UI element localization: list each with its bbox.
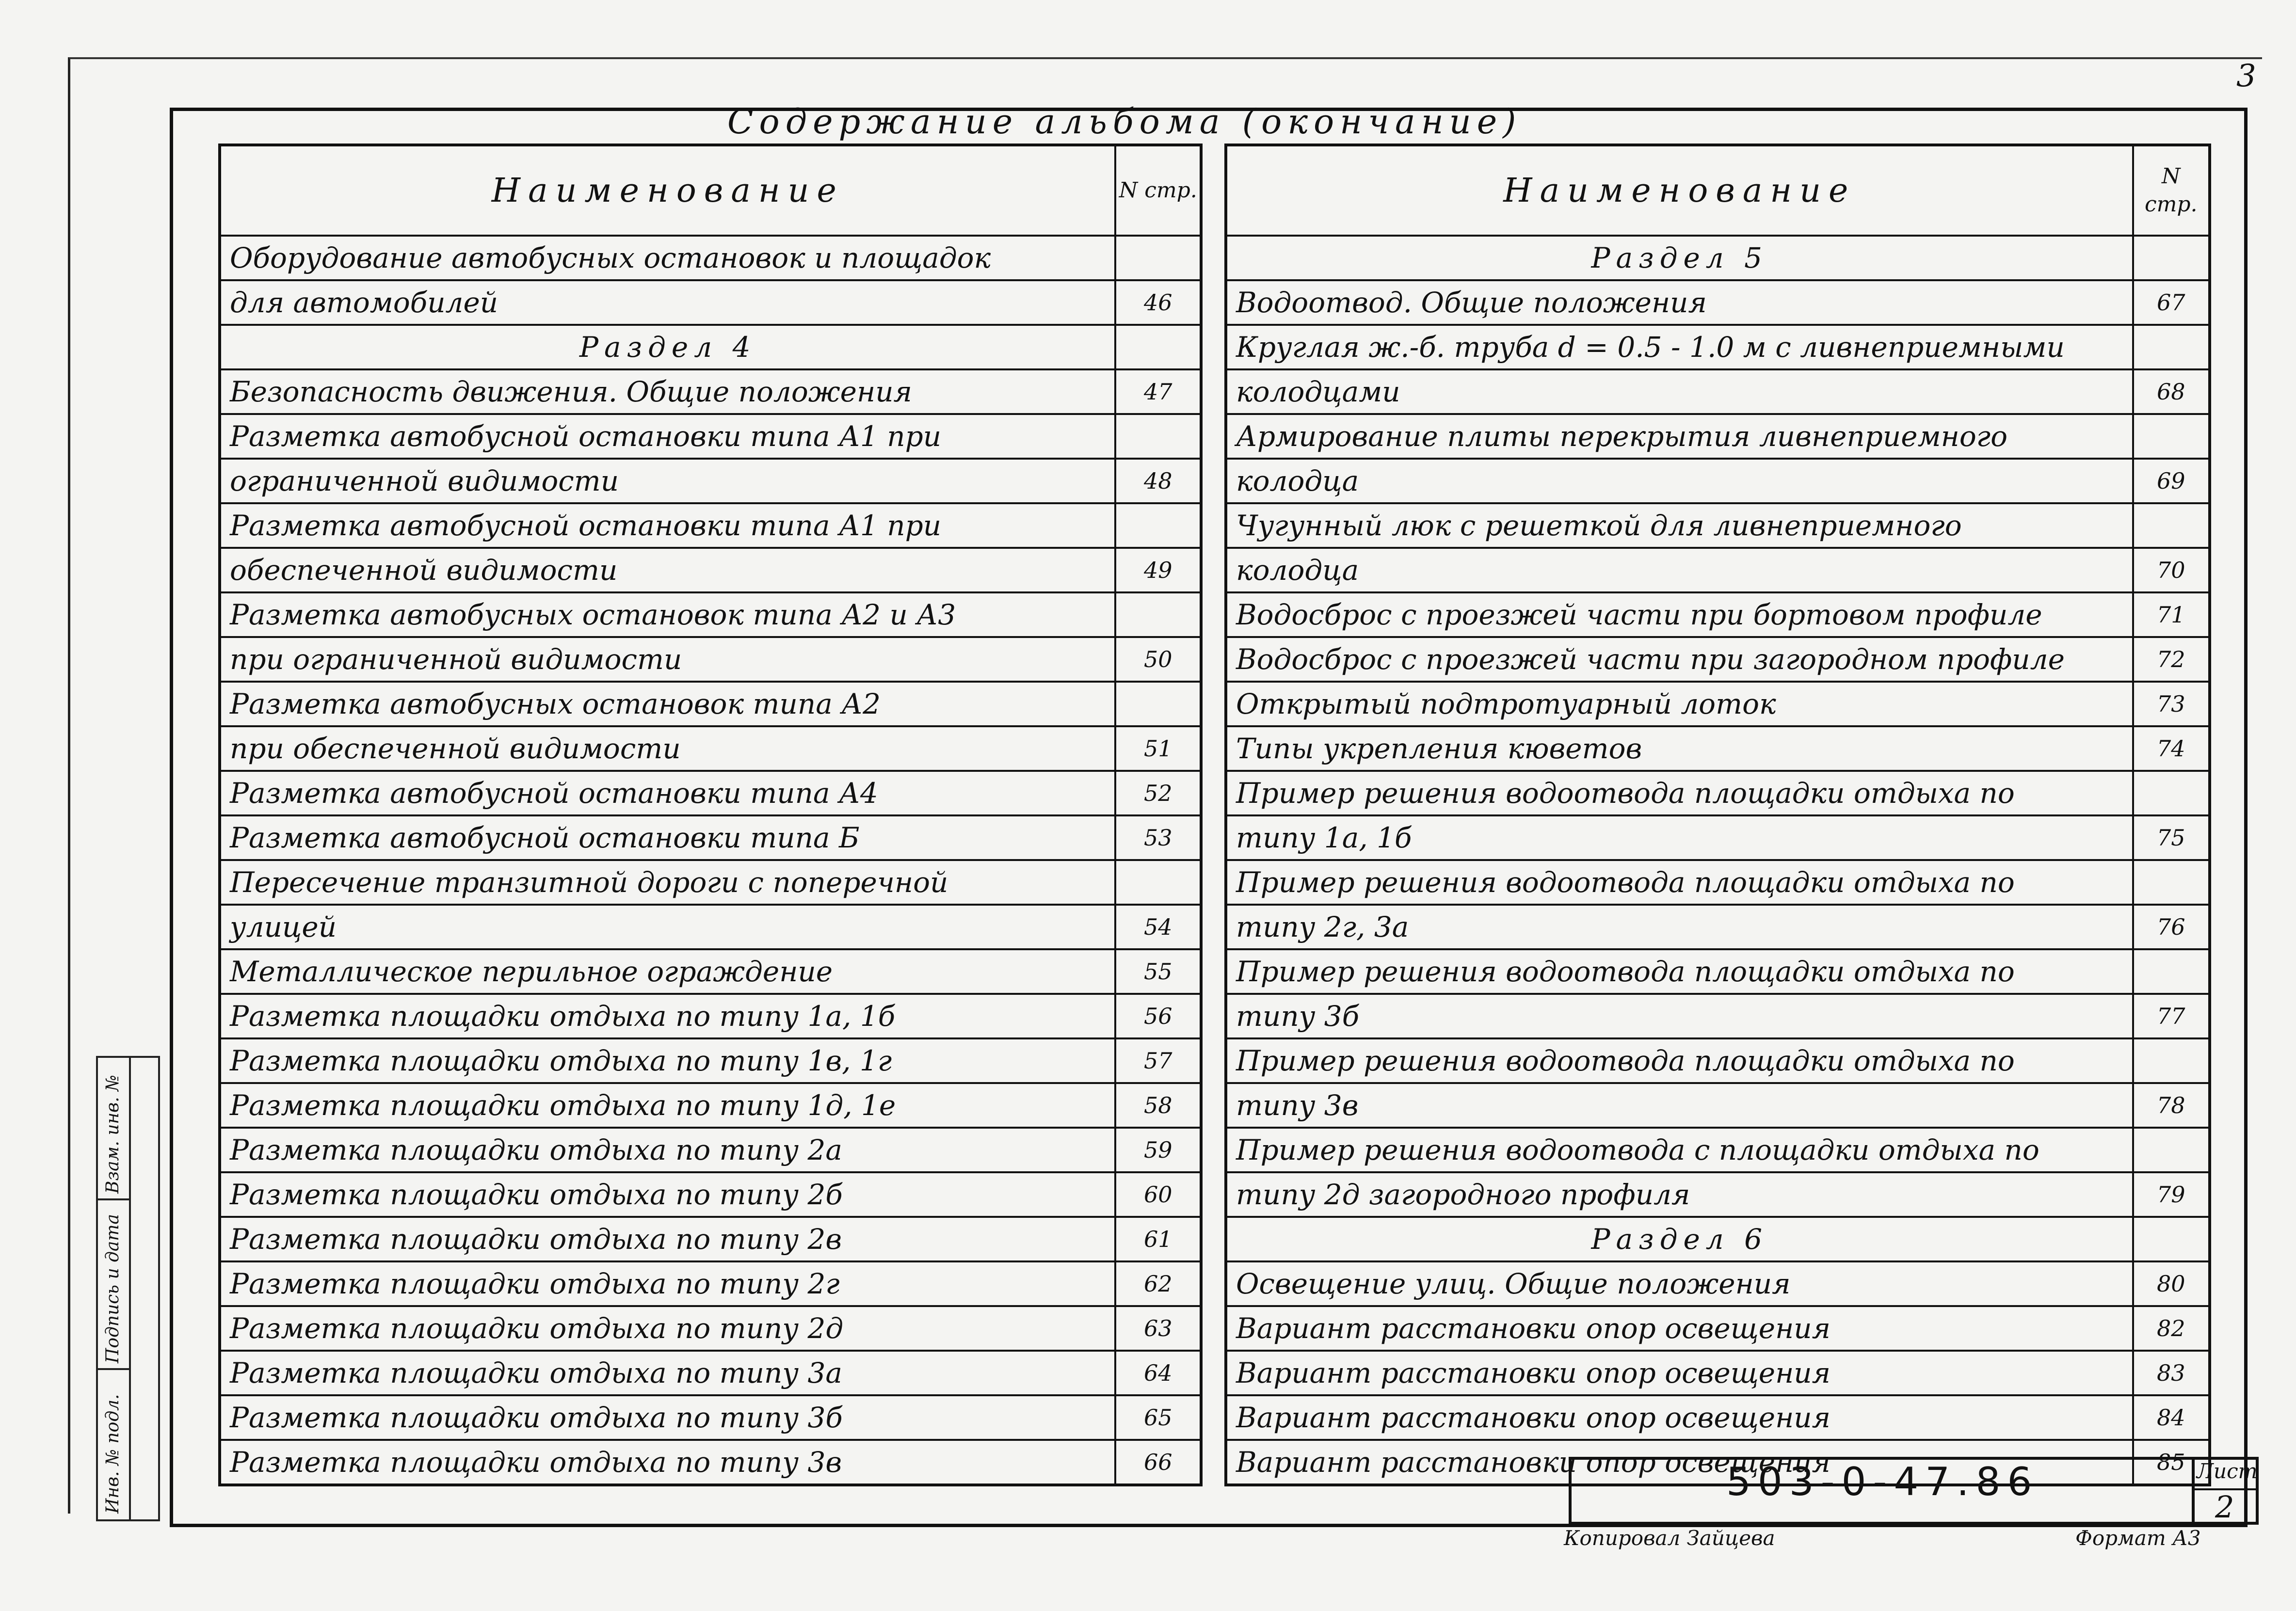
item-page: 72 [2133,637,2210,682]
item-name: Разметка площадки отдыха по типу 1а, 1б [220,994,1115,1038]
table-row [220,1351,1201,1395]
section-title: Раздел 4 [220,325,1115,369]
item-name: Пример решения водоотвода площадки отдыха по [1226,771,2133,815]
table-row [1226,771,2210,815]
section-title: Раздел 6 [1226,1217,2133,1261]
item-page: 58 [1115,1083,1201,1128]
table-row [1226,949,2210,994]
table-row [1226,1351,2210,1395]
item-page: 74 [2133,726,2210,771]
item-page: 55 [1115,949,1201,994]
table-row [220,1172,1201,1217]
item-name: Разметка площадки отдыха по типу 2б [220,1172,1115,1217]
item-page: 84 [2133,1395,2210,1440]
item-name: Пример решения водоотвода с площадки отдыха по [1226,1128,2133,1172]
table-row [220,1395,1201,1440]
item-page: 46 [1115,280,1201,325]
table-row [1226,1083,2210,1128]
table-row [220,503,1201,548]
side-stamp [96,1056,160,1521]
section-row [220,325,1201,369]
item-name: для автомобилей [220,280,1115,325]
item-name: типу 1а, 1б [1226,815,2133,860]
item-name: Металлическое перильное ограждение [220,949,1115,994]
copied-by: Копировал Зайцева [1564,1526,1775,1550]
side-stamp-divider [129,1058,131,1519]
side-label-vzam: Взам. инв. № [103,1074,123,1194]
item-name: Разметка автобусных остановок типа А2 и А3 [220,592,1115,637]
item-page: 75 [2133,815,2210,860]
item-name: Оборудование автобусных остановок и площадок [220,236,1115,280]
item-page: 53 [1115,815,1201,860]
item-page: 78 [2133,1083,2210,1128]
table-row [220,905,1201,949]
item-name: Освещение улиц. Общие положения [1226,1261,2133,1306]
item-name: Вариант расстановки опор освещения [1226,1306,2133,1351]
table-row [220,548,1201,592]
item-name: Разметка площадки отдыха по типу 1д, 1е [220,1083,1115,1128]
side-label-inv: Инв. № подл. [103,1394,123,1514]
item-page: 71 [2133,592,2210,637]
table-row [1226,1261,2210,1306]
item-page [1115,325,1201,369]
table-row [1226,905,2210,949]
item-page: 47 [1115,369,1201,414]
table-row [1226,1128,2210,1172]
table-row [1226,503,2210,548]
table-row [220,369,1201,414]
item-name: Безопасность движения. Общие положения [220,369,1115,414]
item-name: типу 3в [1226,1083,2133,1128]
table-row [220,1128,1201,1172]
item-page: 73 [2133,682,2210,726]
table-row [220,949,1201,994]
item-page: 56 [1115,994,1201,1038]
item-page: 65 [1115,1395,1201,1440]
item-page: 62 [1115,1261,1201,1306]
table-row [1226,414,2210,459]
item-name: Водосброс с проезжей части при загородном профиле [1226,637,2133,682]
item-name: Пересечение транзитной дороги с поперечной [220,860,1115,905]
item-page [2133,503,2210,548]
document-code: 503-0-47.86 [1726,1459,2039,1504]
table-row [220,1306,1201,1351]
column-header-page: N стр. [1115,145,1201,236]
item-name: улицей [220,905,1115,949]
column-header-name: Наименование [1226,145,2133,236]
table-row [1226,682,2210,726]
table-row [1226,994,2210,1038]
item-name: Разметка площадки отдыха по типу 3а [220,1351,1115,1395]
table-row [1226,1172,2210,1217]
item-page: 49 [1115,548,1201,592]
item-page [2133,771,2210,815]
item-name: Разметка автобусной остановки типа А1 при [220,503,1115,548]
table-header-row [220,145,1201,236]
item-name: Разметка автобусной остановки типа Б [220,815,1115,860]
album-title: Содержание альбома (окончание) [727,102,1522,142]
item-name: Разметка площадки отдыха по типу 3б [220,1395,1115,1440]
table-row [220,236,1201,280]
item-page [2133,236,2210,280]
item-name: ограниченной видимости [220,459,1115,503]
table-row [1226,280,2210,325]
item-page: 76 [2133,905,2210,949]
item-page: 79 [2133,1172,2210,1217]
item-page: 66 [1115,1440,1201,1485]
item-page [2133,1217,2210,1261]
item-page [1115,860,1201,905]
item-name: колодца [1226,548,2133,592]
table-row [220,592,1201,637]
item-page [1115,236,1201,280]
item-page: 48 [1115,459,1201,503]
item-page [1115,682,1201,726]
item-page: 60 [1115,1172,1201,1217]
sheet-number: 2 [2215,1489,2234,1525]
table-row [220,1440,1201,1485]
table-row [220,815,1201,860]
table-row [1226,815,2210,860]
table-row [1226,548,2210,592]
item-page [1115,503,1201,548]
table-row [220,771,1201,815]
item-name: Водосброс с проезжей части при бортовом профиле [1226,592,2133,637]
contents-table-left [218,144,1203,1486]
item-page: 82 [2133,1306,2210,1351]
section-row [1226,236,2210,280]
item-page: 59 [1115,1128,1201,1172]
table-row [220,280,1201,325]
side-stamp-divider [98,1198,129,1200]
table-row [1226,726,2210,771]
item-name: Разметка площадки отдыха по типу 2д [220,1306,1115,1351]
item-name: Типы укрепления кюветов [1226,726,2133,771]
item-name: Вариант расстановки опор освещения [1226,1351,2133,1395]
item-page [2133,1128,2210,1172]
table-row [220,1261,1201,1306]
table-row [220,994,1201,1038]
item-name: колодцами [1226,369,2133,414]
item-name: Круглая ж.-б. труба d = 0.5 - 1.0 м с ливнеприемными [1226,325,2133,369]
table-row [1226,860,2210,905]
table-row [220,1038,1201,1083]
table-row [220,459,1201,503]
item-name: Вариант расстановки опор освещения [1226,1395,2133,1440]
item-name: колодца [1226,459,2133,503]
sheet-label: Лист [2197,1459,2258,1483]
item-name: Разметка площадки отдыха по типу 2в [220,1217,1115,1261]
item-name: при обеспеченной видимости [220,726,1115,771]
item-page [2133,325,2210,369]
table-row [220,1083,1201,1128]
item-page: 54 [1115,905,1201,949]
table-row [220,682,1201,726]
table-row [1226,325,2210,369]
item-name: типу 2г, 3а [1226,905,2133,949]
item-page [1115,592,1201,637]
item-name: Открытый подтротуарный лоток [1226,682,2133,726]
paper-format: Формат А3 [2075,1526,2201,1550]
contents-table-right [1224,144,2211,1486]
item-page: 50 [1115,637,1201,682]
item-page: 68 [2133,369,2210,414]
item-name: обеспеченной видимости [220,548,1115,592]
column-header-name: Наименование [220,145,1115,236]
item-page: 80 [2133,1261,2210,1306]
item-page: 64 [1115,1351,1201,1395]
table-row [1226,1395,2210,1440]
table-row [220,1217,1201,1261]
item-name: Разметка автобусной остановки типа А1 при [220,414,1115,459]
side-stamp-divider [98,1368,129,1370]
table-row [220,414,1201,459]
table-row [1226,369,2210,414]
item-page: 67 [2133,280,2210,325]
table-row [1226,637,2210,682]
item-page [1115,414,1201,459]
item-page: 70 [2133,548,2210,592]
item-page: 61 [1115,1217,1201,1261]
item-name: Разметка автобусной остановки типа А4 [220,771,1115,815]
item-name: Разметка площадки отдыха по типу 3в [220,1440,1115,1485]
item-name: Разметка площадки отдыха по типу 2а [220,1128,1115,1172]
table-row [220,726,1201,771]
item-name: Пример решения водоотвода площадки отдыха по [1226,949,2133,994]
table-row [1226,1038,2210,1083]
table-row [220,860,1201,905]
item-name: Чугунный люк с решеткой для ливнеприемного [1226,503,2133,548]
item-name: Разметка площадки отдыха по типу 2г [220,1261,1115,1306]
section-title: Раздел 5 [1226,236,2133,280]
item-page: 63 [1115,1306,1201,1351]
item-name: Разметка площадки отдыха по типу 1в, 1г [220,1038,1115,1083]
item-page: 51 [1115,726,1201,771]
item-name: Вариант расстановки опор освещения [1226,1440,2133,1485]
item-name: Водоотвод. Общие положения [1226,280,2133,325]
item-page: 77 [2133,994,2210,1038]
table-row [220,637,1201,682]
item-page: 69 [2133,459,2210,503]
item-page: 52 [1115,771,1201,815]
corner-mark: 3 [2236,58,2256,94]
section-row [1226,1217,2210,1261]
item-name: при ограниченной видимости [220,637,1115,682]
item-name: Пример решения водоотвода площадки отдыха по [1226,1038,2133,1083]
item-name: типу 3б [1226,994,2133,1038]
item-page [2133,1038,2210,1083]
table-row [1226,1306,2210,1351]
item-name: Разметка автобусных остановок типа А2 [220,682,1115,726]
item-page: 57 [1115,1038,1201,1083]
item-page [2133,414,2210,459]
table-header-row [1226,145,2210,236]
item-page [2133,949,2210,994]
item-name: типу 2д загородного профиля [1226,1172,2133,1217]
item-name: Пример решения водоотвода площадки отдыха по [1226,860,2133,905]
table-row [1226,459,2210,503]
column-header-page: N стр. [2133,145,2210,236]
item-page [2133,860,2210,905]
table-row [1226,592,2210,637]
side-label-signature: Подпись и дата [103,1214,123,1363]
item-page: 83 [2133,1351,2210,1395]
item-name: Армирование плиты перекрытия ливнеприемного [1226,414,2133,459]
item-page: 85 [2133,1440,2210,1485]
